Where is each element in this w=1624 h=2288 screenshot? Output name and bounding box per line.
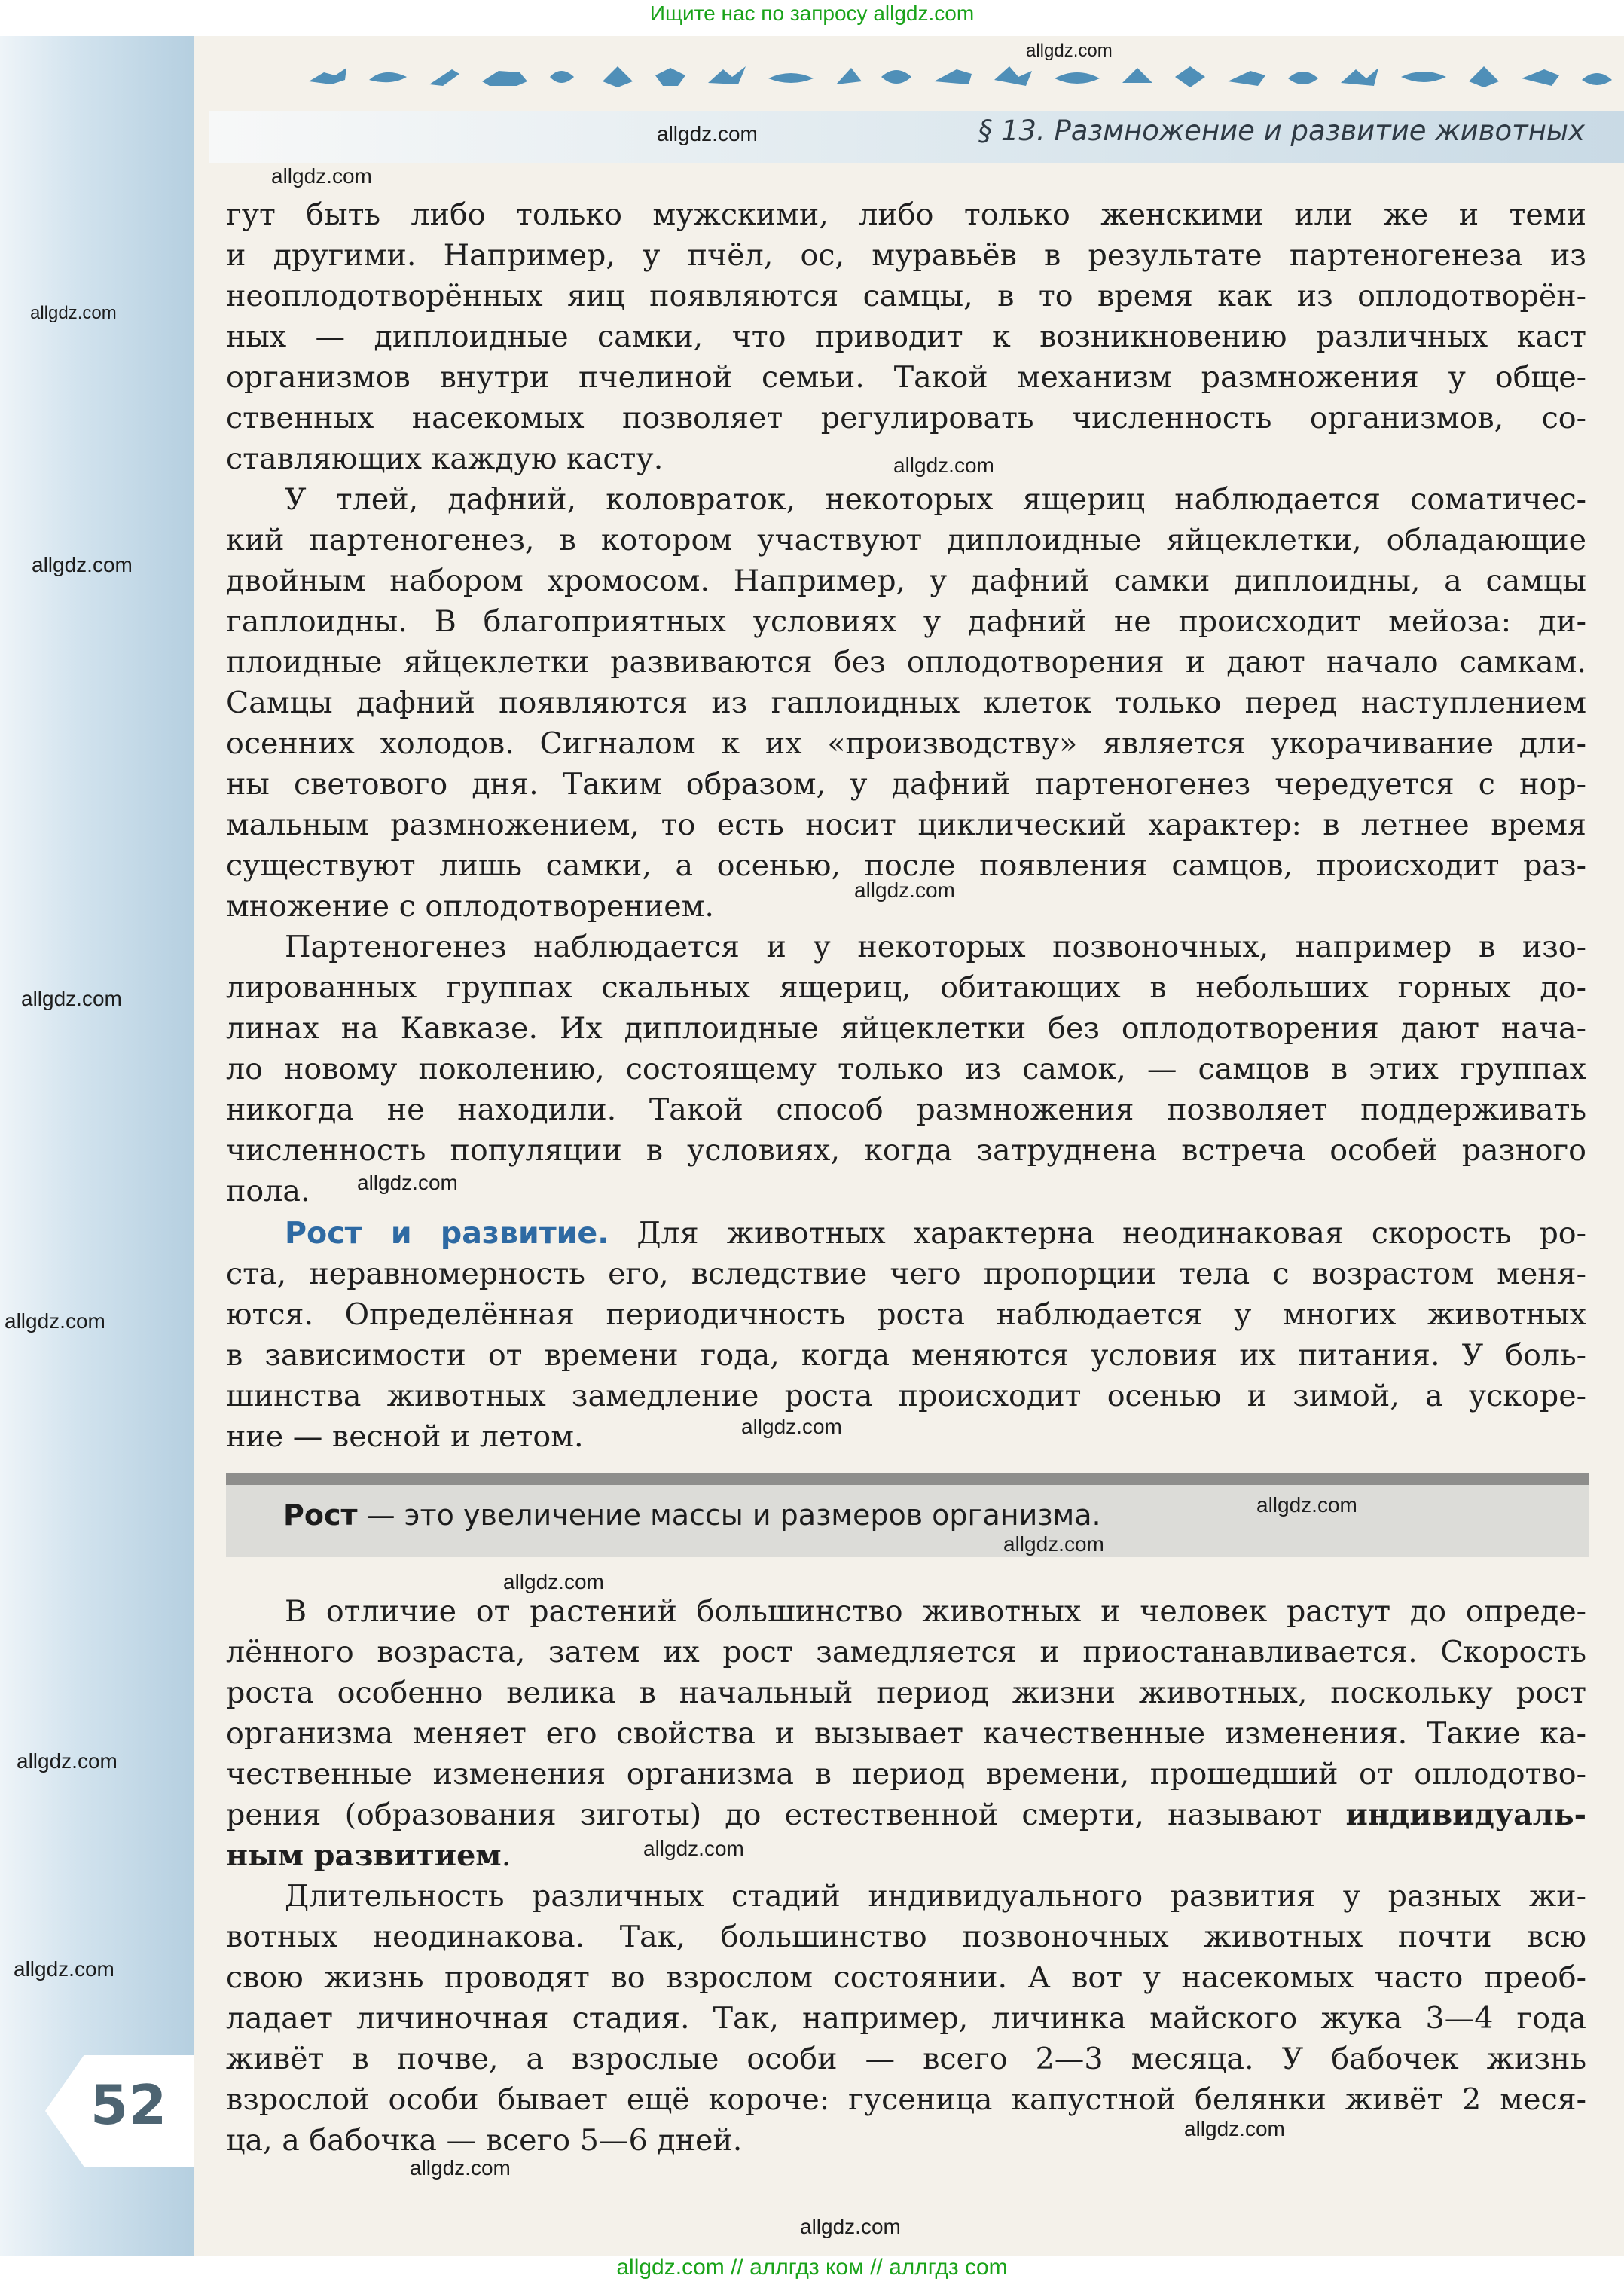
text-line: вотных неодинакова. Так, большинство позвоночных животных почти всю [226,1920,1586,1954]
text-line: существуют лишь самки, а осенью, после появления самцов, происходит раз- [226,848,1586,883]
text-line: ставляющих каждую касту. [226,441,664,476]
page-number: 52 [90,2073,168,2137]
text-line: ственных насекомых позволяет регулировать численность организмов, со- [226,401,1586,435]
side-margin-band [0,36,194,2256]
watermark: allgdz.com [271,164,372,188]
watermark: allgdz.com [410,2156,511,2180]
text-line: У тлей, дафний, коловраток, некоторых ящериц наблюдается соматичес- [285,482,1586,517]
watermark: allgdz.com [21,987,122,1010]
text-fragment: рения (образования зиготы) до естественной смерти, называют [226,1798,1346,1832]
watermark: allgdz.com [5,1309,105,1333]
term-bold: индивидуаль- [1345,1798,1586,1832]
definition-rest: — это увеличение массы и размеров организма. [357,1498,1101,1532]
watermark: allgdz.com [854,878,955,902]
text-line: Партеногенез наблюдается и у некоторых позвоночных, например в изо- [285,930,1586,964]
text-line: осенних холодов. Сигналом к их «производству» является укорачивание дли- [226,726,1586,761]
section-heading: Рост и развитие. [285,1216,609,1251]
text-line: шинства животных замедление роста происходит осенью и зимой, а ускоре- [226,1379,1586,1413]
text-line: гаплоидны. В благоприятных условиях у дафний не происходит мейоза: ди- [226,604,1586,639]
text-line: множение с оплодотворением. [226,889,715,924]
definition-text [283,1498,1101,1532]
text-line: Самцы дафний появляются из гаплоидных клеток только перед наступлением [226,686,1586,720]
watermark: allgdz.com [657,122,758,145]
text-line: живёт в почве, а взрослые особи — всего 2—3 месяца. У бабочек жизнь [226,2042,1586,2076]
watermark: allgdz.com [14,1957,114,1981]
text-line: кий партеногенез, в котором участвуют диплоидные яйцеклетки, обладающие [226,523,1586,557]
text-line: мальным размножением, то есть носит циклический характер: в летнее время [226,808,1586,842]
watermark: allgdz.com [800,2215,901,2238]
footer-links[interactable]: allgdz.com // аллгдз ком // аллгдз com [616,2255,1008,2280]
page-title: § 13. Размножение и развитие животных [978,115,1585,147]
watermark: allgdz.com [357,1171,458,1194]
text-line: свою жизнь проводят во взрослом состоянии. А вот у насекомых часто преоб- [226,1960,1586,1995]
text-line: ны светового дня. Таким образом, у дафний партеногенез чередуется с нор- [226,767,1586,802]
text-line: двойным набором хромосом. Например, у дафний самки диплоидны, а самцы [226,564,1586,598]
text-line: В отличие от растений большинство животных и человек растут до опреде- [285,1594,1586,1629]
definition-box [226,1473,1589,1557]
text-fragment: Для животных характерна неодинаковая скорость ро- [609,1216,1586,1251]
watermark: allgdz.com [893,454,994,477]
text-line: взрослой особи бывает ещё короче: гусеница капустной белянки живёт 2 меся- [226,2082,1586,2117]
text-line: роста особенно велика в начальный период жизни животных, поскольку рост [226,1676,1586,1710]
text-line: Длительность различных стадий индивидуального развития у разных жи- [285,1879,1586,1914]
text-fragment: . [501,1838,511,1873]
text-line [226,1213,1586,1254]
text-line: ных — диплоидные самки, что приводит к возникновению различных каст [226,319,1586,354]
watermark: allgdz.com [741,1415,842,1438]
text-line: ца, а бабочка — всего 5—6 дней. [226,2123,743,2158]
watermark: allgdz.com [503,1570,604,1593]
text-line: ние — весной и летом. [226,1419,584,1454]
watermark: allgdz.com [30,303,117,323]
text-line: неоплодотворённых яиц появляются самцы, в то время как из оплодотворён- [226,279,1586,313]
watermark: allgdz.com [1026,41,1113,61]
text-line: в зависимости от времени года, когда меняются условия их питания. У боль- [226,1338,1586,1373]
watermark: allgdz.com [643,1837,744,1860]
text-line: ста, неравномерность его, вследствие чего пропорции тела с возрастом меня- [226,1257,1586,1291]
watermark: allgdz.com [1003,1532,1104,1556]
text-line: лённого возраста, затем их рост замедляется и приостанавливается. Скорость [226,1635,1586,1669]
watermark: allgdz.com [1184,2117,1285,2140]
text-line: ло новому поколению, состоящему только из самок, — самцов в этих группах [226,1052,1586,1086]
text-line: никогда не находили. Такой способ размножения позволяет поддерживать [226,1092,1586,1127]
text-line [226,1835,1586,1876]
text-line: чественные изменения организма в период времени, прошедший от оплодотво- [226,1757,1586,1792]
text-line: плоидные яйцеклетки развиваются без оплодотворения и дают начало самкам. [226,645,1586,680]
watermark: allgdz.com [17,1749,118,1773]
definition-term: Рост [283,1498,358,1532]
top-search-link[interactable]: Ищите нас по запросу allgdz.com [649,2,975,25]
text-line: и другими. Например, у пчёл, ос, муравьёв в результате партеногенеза из [226,238,1586,273]
text-line: ладает личиночная стадия. Так, например, личинка майского жука 3—4 года [226,2001,1586,2036]
text-line: ются. Определённая периодичность роста наблюдается у многих животных [226,1297,1586,1332]
text-line: организма меняет его свойства и вызывает качественные изменения. Такие ка- [226,1716,1586,1751]
watermark: allgdz.com [32,553,133,576]
term-bold: ным развитием [226,1838,502,1873]
animal-silhouettes-icon [301,59,1624,93]
text-line: гут быть либо только мужскими, либо только женскими или же и теми [226,197,1586,232]
text-line: организмов внутри пчелиной семьи. Такой механизм размножения у обще- [226,360,1586,395]
text-line: лированных группах скальных ящериц, обитающих в небольших горных до- [226,970,1586,1005]
text-line: линах на Кавказе. Их диплоидные яйцеклетки без оплодотворения дают нача- [226,1011,1586,1046]
text-line: пола. [226,1174,310,1208]
text-line: численность популяции в условиях, когда затруднена встреча особей разного [226,1133,1586,1168]
definition-stripe [226,1473,1589,1485]
watermark: allgdz.com [1256,1493,1357,1517]
text-line [226,1795,1586,1835]
